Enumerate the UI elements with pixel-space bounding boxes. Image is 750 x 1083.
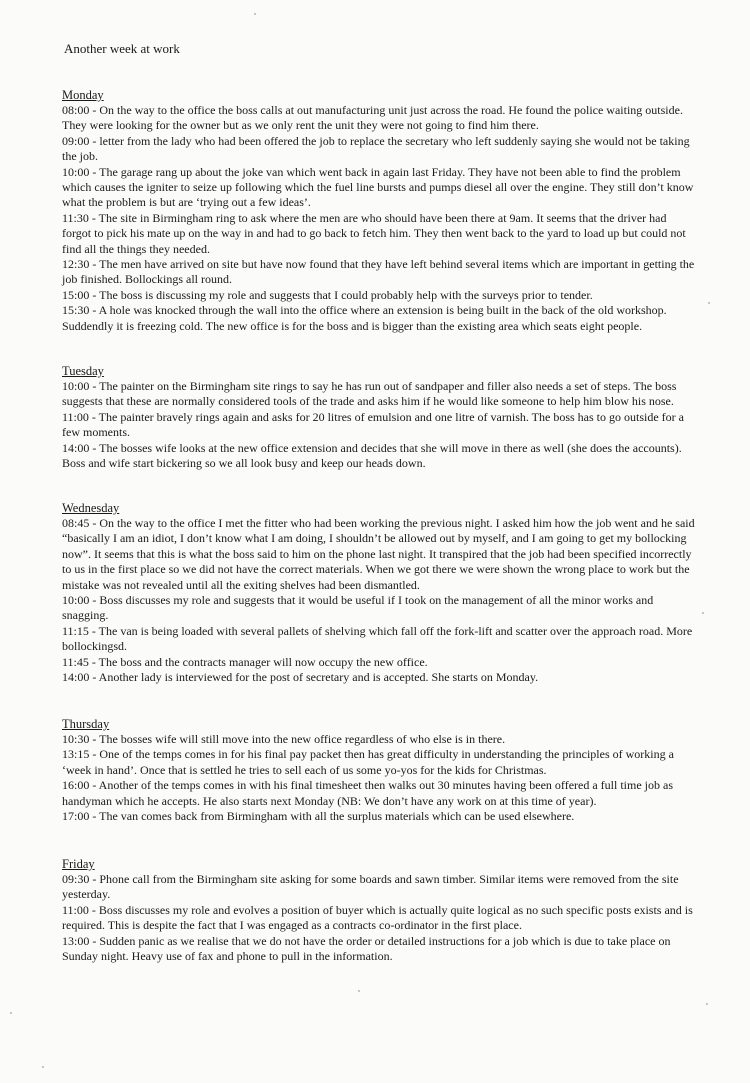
log-entry: 11:00 - The painter bravely rings again and asks for 20 litres of emulsion and one litre of varnish. The boss has to go outside for a few moments. (62, 409, 684, 440)
scan-speck (358, 990, 360, 992)
document-title: Another week at work (64, 41, 180, 56)
entry-list (62, 379, 698, 471)
log-entry: 13:15 - One of the temps comes in for his final pay packet then has great difficulty in understanding the principles of working a ‘week in hand’. Once that is settled he tries to sell each of us some yo-yos for the kids for Christmas. (62, 747, 674, 777)
log-entry: 11:30 - The site in Birmingham ring to ask where the men are who should have been there at 9am. It seems that the driver had forgot to pick his mate up on the way in and had to go back to fetch him. They then went back to the yard to load up but could not find all the things they needed. (62, 210, 686, 256)
log-entry: 09:00 - letter from the lady who had been offered the job to replace the secretary who left suddenly saying she would not be taking the job. (62, 133, 690, 164)
day-section-wednesday (62, 501, 698, 685)
log-entry: 15:00 - The boss is discussing my role and suggests that I could probably help with the surveys prior to tender. (62, 287, 593, 302)
log-entry: 10:30 - The bosses wife will still move into the new office regardless of who else is in there. (62, 732, 506, 746)
scan-speck (708, 302, 710, 304)
entry-list (62, 516, 698, 685)
log-entry: 11:45 - The boss and the contracts manager will now occupy the new office. (62, 654, 428, 669)
scan-speck (706, 1003, 708, 1005)
log-entry: 11:15 - The van is being loaded with several pallets of shelving which fall off the fork-lift and scatter over the approach road. More bollockingsd. (62, 623, 693, 654)
log-entry: 08:00 - On the way to the office the boss calls at out manufacturing unit just across the road. He found the police waiting outside. They were looking for the owner but as we only rent the unit they were not going to find him there. (62, 103, 683, 133)
day-section-monday (62, 88, 698, 334)
scan-speck (702, 612, 704, 614)
scan-speck (10, 1012, 12, 1014)
log-entry: 14:00 - Another lady is interviewed for the post of secretary and is accepted. She starts on Monday. (62, 670, 539, 685)
entry-list (62, 103, 698, 334)
log-entry: 15:30 - A hole was knocked through the wall into the office where an extension is being built in the back of the old workshop. Suddendly it is freezing cold. The new office is for the boss and is bigger than the existing area which seats eight people. (62, 303, 667, 333)
entry-list (62, 732, 698, 824)
log-entry: 12:30 - The men have arrived on site but have now found that they have left behind several items which are important in getting the job finished. Bollockings all round. (62, 257, 695, 287)
day-heading: Tuesday (62, 364, 104, 378)
day-section-thursday (62, 717, 698, 824)
log-entry: 10:00 - The garage rang up about the joke van which went back in again last Friday. They have not been able to find the problem which causes the igniter to seize up following which the fuel line bursts and pumps diesel all over the engine. They still don’t know what the problem is but are ‘trying out a few ideas’. (62, 164, 694, 210)
day-section-tuesday (62, 364, 698, 471)
scan-speck (42, 1066, 44, 1068)
day-heading: Friday (62, 857, 95, 871)
log-entry: 10:00 - The painter on the Birmingham site rings to say he has run out of sandpaper and filler also needs a set of steps. The boss suggests that these are normally considered tools of the trade and asks him if he would like someone to help him blow his nose. (62, 379, 677, 409)
day-heading: Monday (62, 88, 104, 102)
log-entry: 09:30 - Phone call from the Birmingham site asking for some boards and sawn timber. Similar items were removed from the site yesterday. (62, 872, 679, 902)
log-entry: 16:00 - Another of the temps comes in with his final timesheet then walks out 30 minutes having been offered a full time job as handyman which he accepts. He also starts next Monday (NB: We don’t have any work on at this time of year). (62, 778, 673, 808)
scan-speck (254, 13, 256, 15)
log-entry: 17:00 - The van comes back from Birmingham with all the surplus materials which can be used elsewhere. (62, 809, 575, 824)
log-entry: 08:45 - On the way to the office I met the fitter who had been working the previous night. I asked him how the job went and he said “basically I am an idiot, I don’t know what I am doing, I shouldn’t be allowed out by myself, and I am going to get my bollocking now”. It seems that this is what the boss said to him on the phone last night. It transpired that the job had been specified incorrectly to us in the first place so we did not have the correct materials. When we got there we were shown the wrong place to work but the mistake was not revealed until all the exiting shelves had been dismantled. (62, 516, 695, 592)
log-entry: 14:00 - The bosses wife looks at the new office extension and decides that she will move in there as well (she does the accounts). Boss and wife start bickering so we all look busy and keep our heads down. (62, 440, 682, 471)
day-heading: Thursday (62, 717, 110, 731)
log-entry: 13:00 - Sudden panic as we realise that we do not have the order or detailed instructions for a job which is due to take place on Sunday night. Heavy use of fax and phone to pull in the information. (62, 933, 671, 964)
day-heading: Wednesday (62, 501, 120, 515)
log-entry: 11:00 - Boss discusses my role and evolves a position of buyer which is actually quite logical as no such specific posts exists and is required. This is despite the fact that I was engaged as a contracts co-ordinator in the first place. (62, 902, 693, 933)
log-entry: 10:00 - Boss discusses my role and suggests that it would be useful if I took on the management of all the minor works and snagging. (62, 593, 654, 623)
entry-list (62, 872, 698, 964)
day-section-friday (62, 857, 698, 964)
